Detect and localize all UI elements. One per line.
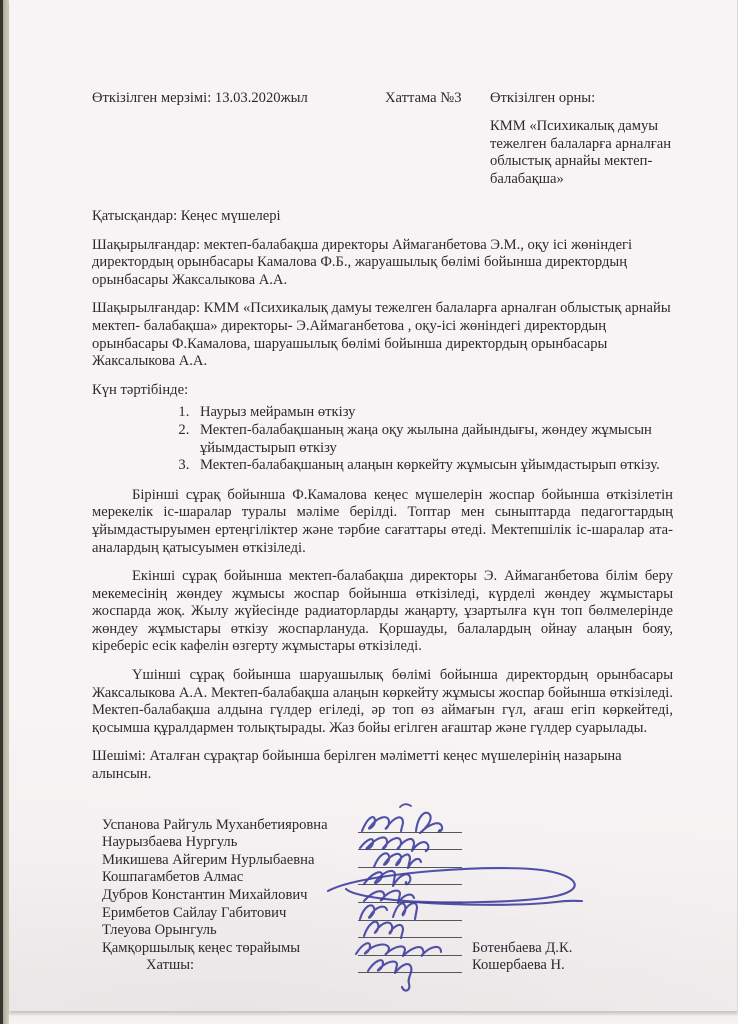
held-place-value: КММ «Психикалық дамуы тежелген балаларға арналған облыстық арнайы мектеп-балабақша»: [490, 118, 672, 187]
signature-row: [102, 817, 673, 835]
signature-row: [102, 887, 673, 905]
agenda-item-3: 3. Мектеп-балабақшаның алаңын көркейту жұмысын ұйымдастырып өткізу.: [193, 457, 673, 475]
signature-row: [102, 922, 673, 940]
agenda-list: [92, 404, 673, 474]
signature-line: [358, 818, 462, 833]
signature-line: [358, 906, 462, 921]
signature-block: [102, 817, 673, 992]
decision-line: Шешімі: Аталған сұрақтар бойынша берілген мәліметті кеңес мүшелерінің назарына алынсын.: [92, 748, 622, 783]
held-date: Өткізілген мерзімі: 13.03.2020жыл: [92, 90, 308, 106]
signature-line: [358, 941, 462, 956]
agenda-item-2: 2. Мектеп-балабақшаның жаңа оқу жылына дайындығы, жөндеу жұмысын ұйымдастырып өткізу: [193, 422, 673, 457]
signature-row: [102, 852, 673, 870]
agenda-item-1: 1. Наурыз мейрамын өткізу: [193, 404, 673, 422]
paragraph-third-question: Үшінші сұрақ бойынша шаруашылық бөлімі бойынша директордың орынбасары Жаксалыкова А.А. Мектеп-балабақша алаңын көркейту жұмысы жоспар бойынша өткізіледі. Мектеп-балабақша алдына гүлдер егіледі, әр топ өз аймағын гүл, ағаш егіп көркейтеді, қосымша құралдармен толықтырады. Жаз бойы егілген ағаштар және гүлдер суарылады.: [92, 667, 673, 736]
signatory-name: Успанова Райгуль Муханбетияровна: [102, 816, 328, 833]
signatory-name: Қамқоршылық кеңес төрайымы: [102, 939, 301, 956]
held-place-label: Өткізілген орны:: [490, 90, 596, 106]
invited-paragraph-2: Шақырылғандар: КММ «Психикалық дамуы тежелген балаларға арналған облыстық арнайы мектеп- балабақша» директоры- Э.Аймаганбетова , оқу-ісі жөніндегі директордың орынбасары Ф.Камалова, шаруашылық бөлімі бойынша директордың орынбасары Жаксалыкова А.А.: [92, 300, 671, 370]
invited-paragraph-1: Шақырылғандар: мектеп-балабақша директоры Аймаганбетова Э.М., оқу ісі жөніндегі директордың орынбасары Камалова Ф.Б., жаруашылық бөлімі бойынша директордың орынбасары Жаксалыкова А.А.: [92, 236, 633, 288]
signatory-name: Кошпагамбетов Алмас: [102, 869, 244, 886]
signature-row: [102, 869, 673, 887]
signature-row-secretary: [102, 957, 673, 975]
signatory-name: Еримбетов Сайлау Габитович: [102, 904, 287, 921]
signature-right-name: Кошербаева Н.: [472, 957, 565, 974]
paragraph-first-question: Бірінші сұрақ бойынша Ф.Камалова кеңес мүшелерін жоспар бойынша өткізілетін мерекелік іс-шаралар туралы мәліме берілді. Топтар мен сыныптарда педагогтардың ұйымдастыруымен ертеңгіліктер және тәрбие сағаттары өтеді. Мектепшілік іс-шаралар ата-аналардың қатысуымен өткізіледі.: [92, 486, 673, 556]
signature-row-chairwoman: [102, 940, 673, 958]
signature-row: [102, 834, 673, 852]
signature-line: [358, 853, 462, 868]
agenda-title: Күн тәртібінде:: [92, 381, 189, 398]
attendees-line: Қатысқандар: Кеңес мүшелері: [92, 208, 281, 224]
signature-line: [358, 835, 462, 850]
signature-line: [358, 958, 462, 973]
protocol-header: [92, 90, 673, 208]
signatory-name: Тлеуова Орынгуль: [102, 922, 217, 939]
document-paper: [9, 0, 738, 1011]
paragraph-second-question: Екінші сұрақ бойынша мектеп-балабақша директоры Э. Аймаганбетова білім беру мекемесінің жөндеу жұмысы жоспар бойынша өткізіледі, күрделі жөндеу жұмыстары жоспарда жоқ. Жылу жүйесінде радиаторларды жаңарту, ұзартылға күн топ бөлмелерінде жөндеу жұмыстары өткізу жоспарлануда. Қоршауды, балалардың ойнау алаңын бояу, кіреберіс есік кафелін өзгерту жұмыстары өткізіледі.: [92, 568, 673, 655]
signature-right-name: Ботенбаева Д.К.: [472, 939, 573, 956]
signatory-name: Дубров Константин Михайлович: [102, 887, 308, 903]
protocol-number: Хаттама №3: [385, 90, 462, 106]
signatory-name: Хатшы:: [146, 957, 195, 974]
scanner-bed-strip: [9, 1011, 738, 1024]
signatory-name: Микишева Айгерим Нурлыбаевна: [102, 851, 315, 868]
document-content: [9, 0, 737, 992]
signature-line: [358, 888, 462, 903]
signature-line: [358, 923, 462, 938]
signature-line: [358, 870, 462, 885]
signature-row: [102, 905, 673, 923]
signatory-name: Наурызбаева Нургуль: [102, 834, 238, 851]
